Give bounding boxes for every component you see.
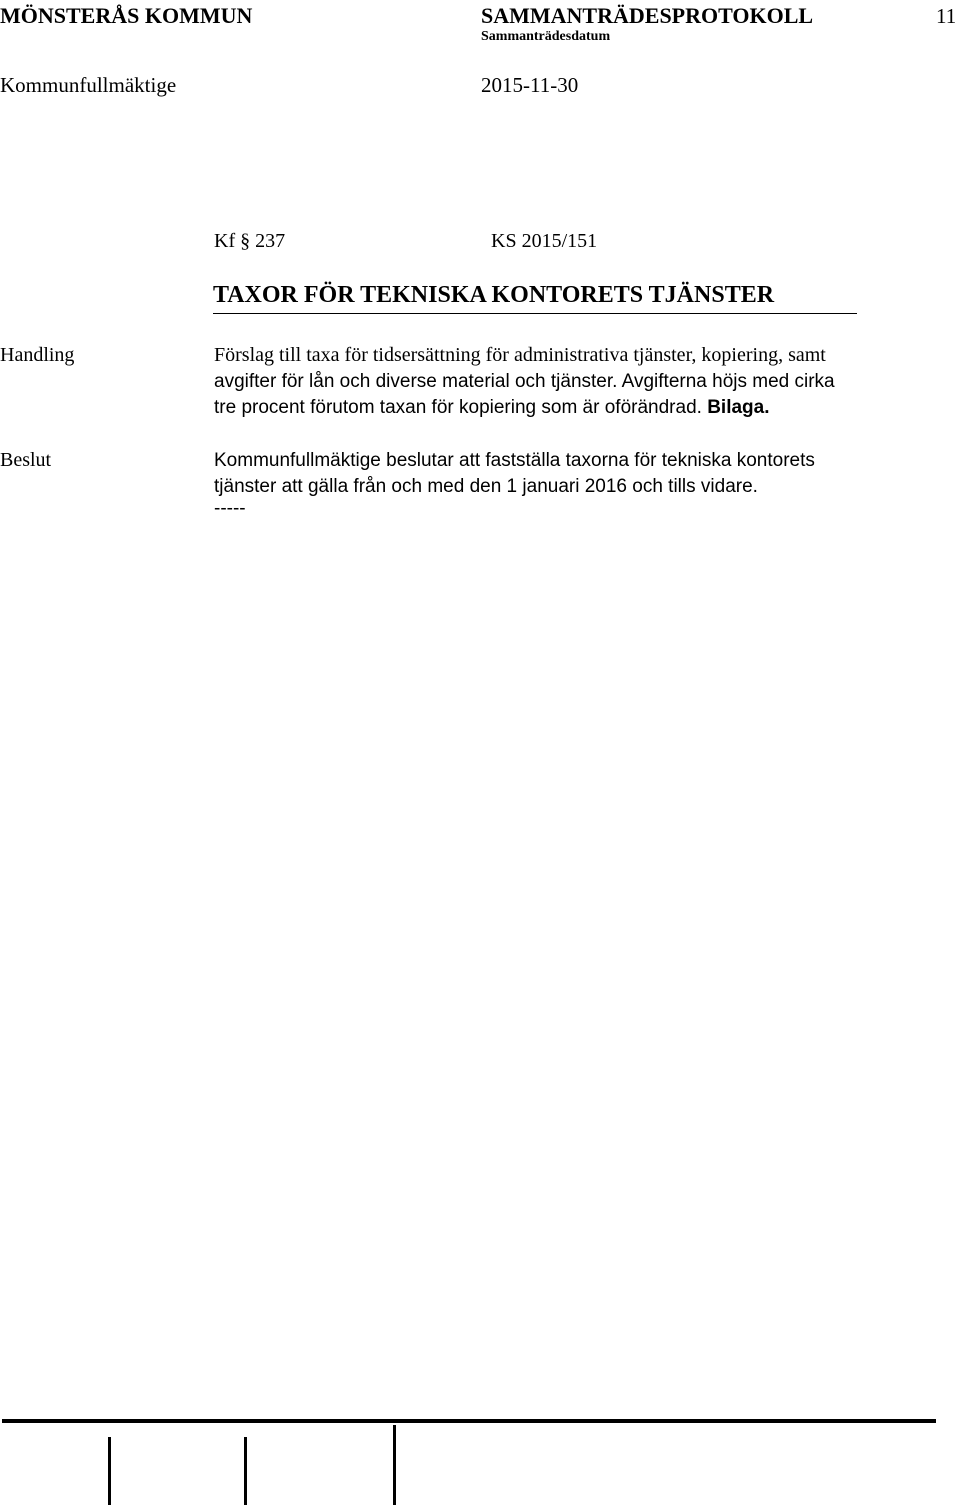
page-number: 11	[936, 4, 957, 28]
handling-text-1: Förslag till taxa för tidsersättning för administrativa tjänster, kopiering, samt	[214, 344, 826, 366]
case-reference: KS 2015/151	[491, 230, 598, 252]
section-reference: Kf § 237	[214, 230, 286, 252]
signature-divider-1	[108, 1437, 111, 1505]
handling-text-2b: Avgifterna höjs med cirka	[617, 371, 835, 392]
beslut-text-2: tjänster att gälla från och med den 1 januari 2016 och tills vidare.	[214, 476, 758, 497]
municipality-name: MÖNSTERÅS KOMMUN	[0, 3, 253, 28]
handling-line-3	[214, 394, 770, 421]
beslut-line-1	[214, 447, 815, 474]
beslut-line-3	[214, 495, 246, 522]
title-underline	[213, 313, 857, 314]
signature-divider-2	[244, 1437, 247, 1505]
body-name: Kommunfullmäktige	[0, 73, 177, 97]
date-label: Sammanträdesdatum	[481, 29, 611, 44]
beslut-label: Beslut	[0, 449, 52, 471]
beslut-text-1: Kommunfullmäktige beslutar att fastställa taxorna för tekniska kontorets	[214, 450, 815, 471]
handling-line-2	[214, 368, 835, 395]
meeting-date: 2015-11-30	[481, 73, 579, 97]
attachment-reference: Bilaga.	[707, 397, 770, 418]
handling-line-1	[214, 342, 826, 368]
beslut-line-2	[214, 473, 758, 500]
footer-rule	[2, 1419, 936, 1423]
document-type: SAMMANTRÄDESPROTOKOLL	[481, 3, 814, 28]
end-marker: -----	[214, 498, 246, 519]
handling-label: Handling	[0, 344, 75, 366]
signature-divider-3	[393, 1425, 396, 1505]
item-title: TAXOR FÖR TEKNISKA KONTORETS TJÄNSTER	[213, 282, 775, 308]
handling-text-3a: tre procent förutom taxan för kopiering som är oförändrad.	[214, 397, 708, 418]
handling-text-2a: avgifter för lån och diverse material och tjänster.	[214, 371, 618, 392]
